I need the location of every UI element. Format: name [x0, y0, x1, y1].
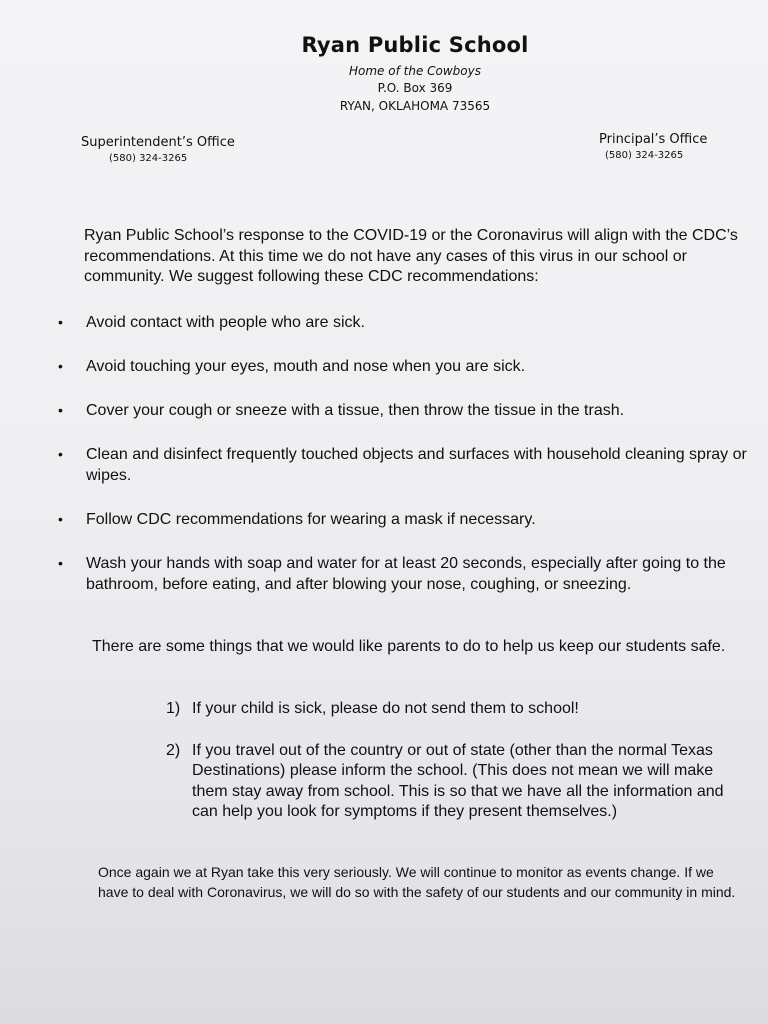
- recommendation-text: Wash your hands with soap and water for at least 20 seconds, especially after going to the bathroom, before eating, and after blowing your nose, coughing, or sneezing.: [86, 555, 726, 593]
- intro-paragraph: Ryan Public School’s response to the COVID-19 or the Coronavirus will align with the CDC’s recommendations. At this time we do not have any cases of this virus in our school or community. We suggest following these CDC recommendations:: [84, 227, 738, 285]
- principal-office-label: Principal’s Office: [599, 132, 708, 147]
- superintendent-office: [81, 135, 235, 164]
- request-text: If your child is sick, please do not send them to school!: [192, 700, 579, 717]
- list-item: [56, 444, 756, 486]
- superintendent-office-label: Superintendent’s Office: [81, 135, 235, 150]
- bullet-icon: •: [58, 402, 63, 418]
- list-item: [56, 312, 756, 333]
- city-state-zip: RYAN, OKLAHOMA 73565: [339, 99, 491, 113]
- recommendation-text: Avoid contact with people who are sick.: [86, 314, 365, 331]
- request-number: 2): [166, 741, 181, 759]
- bullet-icon: •: [58, 358, 63, 374]
- superintendent-phone: (580) 324-3265: [109, 153, 188, 164]
- bullet-icon: •: [58, 314, 63, 330]
- closing-paragraph: Once again we at Ryan take this very seriously. We will continue to monitor as events change. If we have to deal with Coronavirus, we will do so with the safety of our students and our community in mind.: [98, 864, 736, 900]
- recommendations-list: [56, 312, 756, 618]
- bullet-icon: •: [58, 511, 63, 527]
- list-item: [166, 699, 746, 720]
- parents-paragraph: There are some things that we would like parents to do to help us keep our students safe.: [92, 638, 726, 655]
- bullet-icon: •: [58, 555, 63, 571]
- list-item: [56, 356, 756, 377]
- recommendation-text: Clean and disinfect frequently touched objects and surfaces with household cleaning spray or wipes.: [86, 446, 747, 484]
- school-name: Ryan Public School: [301, 33, 529, 57]
- recommendation-text: Avoid touching your eyes, mouth and nose when you are sick.: [86, 358, 526, 375]
- principal-phone: (580) 324-3265: [605, 150, 684, 161]
- request-text: If you travel out of the country or out of state (other than the normal Texas Destinations) please inform the school. (This does not mean we will make them stay away from school. This is so that we have all the information and can help you look for symptoms if they present themselves.): [192, 741, 724, 820]
- request-number: 1): [166, 700, 181, 717]
- list-item: [56, 509, 756, 530]
- list-item: [166, 741, 746, 823]
- school-motto: Home of the Cowboys: [349, 64, 481, 78]
- principal-office: [599, 132, 707, 161]
- recommendation-text: Cover your cough or sneeze with a tissue, then throw the tissue in the trash.: [86, 402, 625, 419]
- list-item: [56, 553, 756, 595]
- bullet-icon: •: [58, 446, 63, 462]
- list-item: [56, 400, 756, 421]
- parent-requests-list: [166, 699, 746, 844]
- po-box: P.O. Box 369: [377, 81, 453, 95]
- recommendation-text: Follow CDC recommendations for wearing a mask if necessary.: [86, 511, 536, 528]
